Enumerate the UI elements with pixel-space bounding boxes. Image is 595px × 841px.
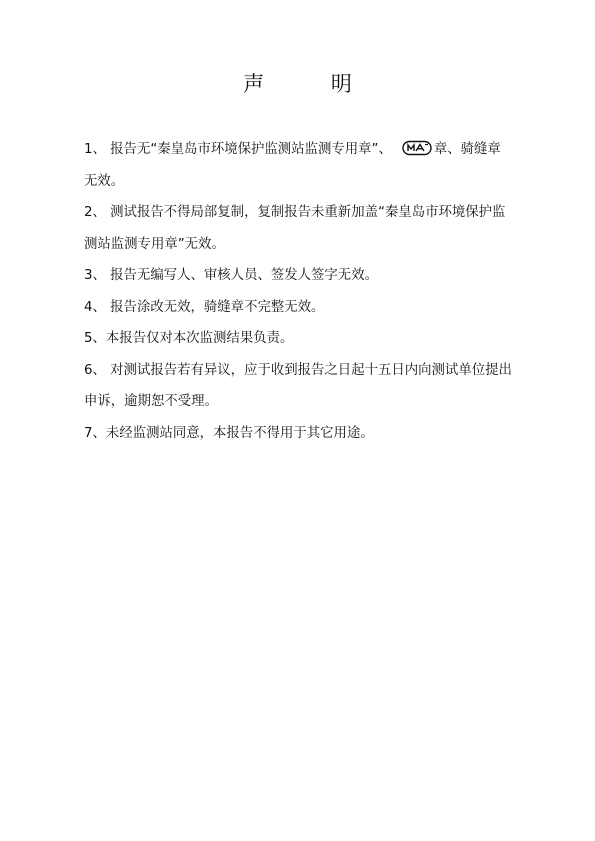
list-item: 2、 测试报告不得局部复制，复制报告未重新加盖“秦皇岛市环境保护监测站监测专用章”无效。 — [84, 205, 506, 252]
page-title: 声 明 — [243, 72, 382, 96]
list-item: 3、 报告无编写人、审核人员、签发人签字无效。 — [84, 268, 378, 283]
list-item: 6、 对测试报告若有异议，应于收到报告之日起十五日内向测试单位提出申诉，逾期恕不受理。 — [84, 362, 512, 409]
cma-mark-icon — [402, 140, 432, 156]
item-1-text-after: 章、骑缝章无效。 — [84, 142, 501, 189]
list-item: 4、 报告涂改无效，骑缝章不完整无效。 — [84, 299, 325, 315]
list-item — [84, 134, 514, 197]
list-item: 5、本报告仅对本次监测结果负责。 — [84, 331, 294, 346]
list-item: 7、未经监测站同意，本报告不得用于其它用途。 — [84, 425, 374, 441]
statement-list — [84, 134, 514, 449]
item-1-text-before: 1、 报告无“秦皇岛市环境保护监测站监测专用章”、 — [84, 142, 392, 157]
